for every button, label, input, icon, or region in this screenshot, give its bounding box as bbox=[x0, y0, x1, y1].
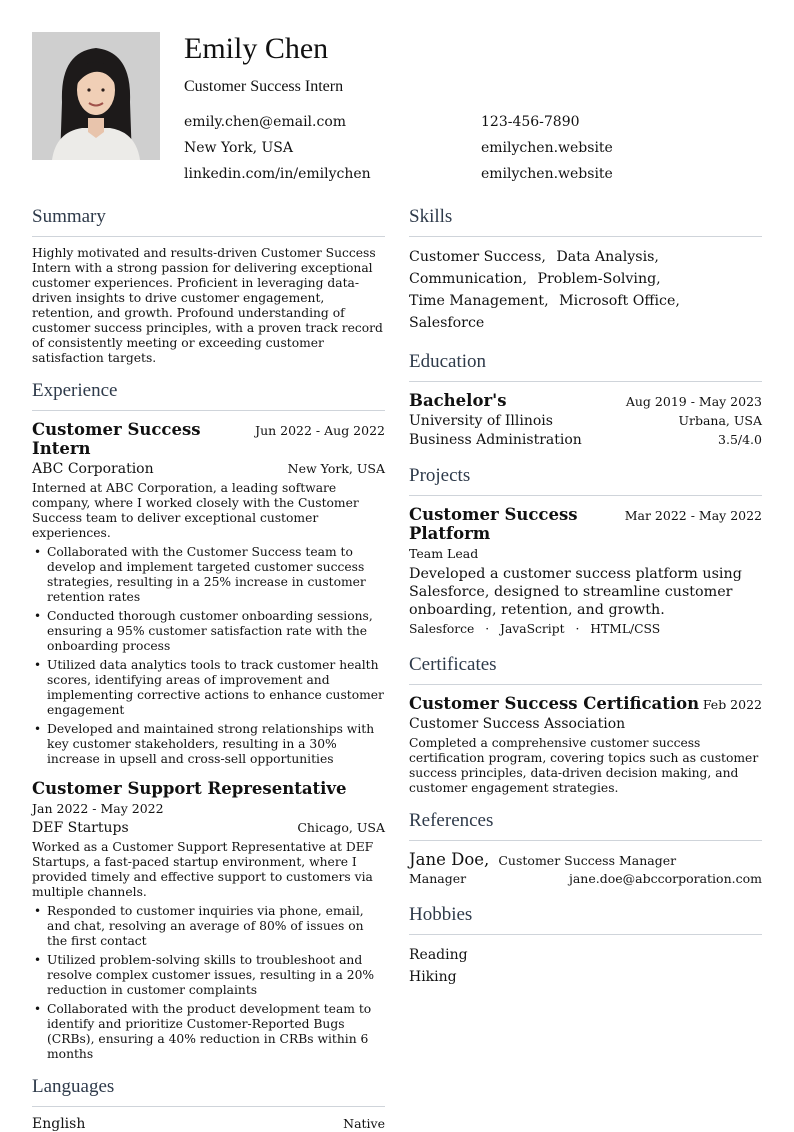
job-company: ABC Corporation bbox=[32, 461, 154, 477]
job-location: New York, USA bbox=[287, 461, 385, 476]
skill-item: Customer Success, bbox=[409, 249, 546, 265]
bullet-item: • Collaborated with the product development team to identify and prioritize Customer-Reported Bugs (CRBs), ensuring a 40% reduction in CRBs within 6 months bbox=[32, 1002, 385, 1062]
location: New York, USA bbox=[184, 140, 293, 156]
job-description: Worked as a Customer Support Representative at DEF Startups, a fast-paced startup environment, where I provided timely and effective support to customers via multiple channels. bbox=[32, 840, 374, 899]
phone-number: 123-456-7890 bbox=[481, 114, 580, 130]
right-column bbox=[409, 206, 762, 988]
skill-item: Communication, bbox=[409, 271, 527, 287]
references-section bbox=[409, 810, 762, 886]
language-level: Native bbox=[343, 1116, 385, 1131]
section-title-references: References bbox=[409, 810, 762, 841]
skill-item: Problem-Solving, bbox=[537, 271, 661, 287]
summary-section bbox=[32, 206, 385, 366]
profile-photo bbox=[32, 32, 160, 160]
project-description: Developed a customer success platform using Salesforce, designed to streamline customer onboarding, retention, and growth. bbox=[409, 566, 742, 618]
skill-item: Salesforce bbox=[409, 315, 485, 331]
summary-text: Highly motivated and results-driven Customer Success Intern with a strong passion for delivering exceptional customer experiences. Proficient in leveraging data-driven insights to drive customer engagement, retention, and growth. Profound understanding of customer success principles, with a proven track record of consistently meeting or exceeding customer satisfaction targets. bbox=[32, 246, 383, 365]
certificate-name: Customer Success Certification bbox=[409, 694, 700, 713]
certificate-description: Completed a comprehensive customer success certification program, covering topics such as customer success principles, data-driven decision making, and customer engagement strategies. bbox=[409, 736, 759, 795]
experience-section bbox=[32, 380, 385, 1062]
education-gpa: 3.5/4.0 bbox=[718, 432, 762, 447]
job-location: Chicago, USA bbox=[297, 820, 385, 835]
education-school: University of Illinois bbox=[409, 413, 553, 429]
job-bullets bbox=[32, 904, 385, 1062]
job-description: Interned at ABC Corporation, a leading software company, where I worked closely with the Customer Success team to deliver exceptional customer experiences. bbox=[32, 481, 359, 540]
reference-email-link[interactable]: jane.doe@abccorporation.com bbox=[568, 871, 762, 886]
job-position: Customer Support Representative bbox=[32, 779, 347, 798]
certificate-issuer: Customer Success Association bbox=[409, 716, 626, 732]
job-dates: Jan 2022 - May 2022 bbox=[32, 801, 164, 816]
linkedin-link[interactable]: linkedin.com/in/emilychen bbox=[184, 166, 371, 182]
certificates-section bbox=[409, 654, 762, 796]
reference-relation: Manager bbox=[409, 871, 467, 886]
language-name: English bbox=[32, 1116, 86, 1132]
section-title-experience: Experience bbox=[32, 380, 385, 411]
education-field: Business Administration bbox=[409, 432, 582, 448]
website-link[interactable]: emilychen.website bbox=[481, 140, 613, 156]
education-degree: Bachelor's bbox=[409, 391, 507, 410]
skill-item: Data Analysis, bbox=[556, 249, 659, 265]
bullet-item: • Developed and maintained strong relationships with key customer stakeholders, resulting in a 30% increase in upsell and cross-sell opportunities bbox=[32, 722, 385, 767]
section-title-languages: Languages bbox=[32, 1076, 385, 1107]
job-entry bbox=[32, 420, 385, 767]
section-title-skills: Skills bbox=[409, 206, 762, 237]
projects-section bbox=[409, 465, 762, 636]
separator-dot: · bbox=[485, 622, 490, 636]
skills-section bbox=[409, 206, 762, 334]
hobby-item: Reading bbox=[409, 947, 468, 963]
education-section bbox=[409, 351, 762, 448]
left-column bbox=[32, 206, 385, 1132]
section-title-summary: Summary bbox=[32, 206, 385, 237]
certificate-date: Feb 2022 bbox=[702, 697, 762, 712]
languages-section bbox=[32, 1076, 385, 1132]
job-position: Customer Success Intern bbox=[32, 420, 201, 458]
project-name: Customer Success Platform bbox=[409, 505, 578, 543]
project-tech-list bbox=[409, 622, 762, 636]
bullet-item: • Collaborated with the Customer Success team to develop and implement targeted customer success strategies, resulting in a 25% increase in customer retention rates bbox=[32, 545, 385, 605]
bullet-item: • Responded to customer inquiries via phone, email, and chat, resolving an average of 80% of issues on the first contact bbox=[32, 904, 385, 949]
tech-item: JavaScript bbox=[500, 622, 565, 636]
project-dates: Mar 2022 - May 2022 bbox=[624, 508, 762, 523]
skill-item: Time Management, bbox=[409, 293, 549, 309]
education-dates: Aug 2019 - May 2023 bbox=[625, 394, 762, 409]
tech-item: Salesforce bbox=[409, 622, 475, 636]
bullet-item: • Utilized data analytics tools to track customer health scores, identifying areas of improvement and implementing corrective actions to enhance customer engagement bbox=[32, 658, 385, 718]
education-location: Urbana, USA bbox=[678, 413, 762, 428]
section-title-education: Education bbox=[409, 351, 762, 382]
section-title-hobbies: Hobbies bbox=[409, 904, 762, 935]
candidate-name: Emily Chen bbox=[184, 32, 329, 65]
tech-item: HTML/CSS bbox=[590, 622, 661, 636]
hobby-item: Hiking bbox=[409, 969, 457, 985]
skill-item: Microsoft Office, bbox=[559, 293, 680, 309]
job-entry bbox=[32, 779, 385, 1062]
bullet-item: • Conducted thorough customer onboarding sessions, ensuring a 95% customer satisfaction rate with the onboarding process bbox=[32, 609, 385, 654]
job-company: DEF Startups bbox=[32, 820, 129, 836]
website-link-secondary[interactable]: emilychen.website bbox=[481, 166, 613, 182]
reference-position: Customer Success Manager bbox=[498, 853, 677, 868]
email-link[interactable]: emily.chen@email.com bbox=[184, 114, 347, 130]
reference-name: Jane Doe, bbox=[409, 850, 490, 869]
hobbies-section bbox=[409, 904, 762, 988]
job-bullets bbox=[32, 545, 385, 767]
avatar-icon bbox=[32, 32, 160, 160]
bullet-item: • Utilized problem-solving skills to troubleshoot and resolve complex customer issues, resulting in a 20% reduction in customer complaints bbox=[32, 953, 385, 998]
separator-dot: · bbox=[575, 622, 580, 636]
language-row bbox=[32, 1116, 385, 1132]
section-title-certificates: Certificates bbox=[409, 654, 762, 685]
candidate-role: Customer Success Intern bbox=[184, 78, 344, 95]
project-role: Team Lead bbox=[409, 546, 479, 561]
job-dates: Jun 2022 - Aug 2022 bbox=[255, 423, 385, 438]
section-title-projects: Projects bbox=[409, 465, 762, 496]
skills-list bbox=[409, 246, 762, 334]
